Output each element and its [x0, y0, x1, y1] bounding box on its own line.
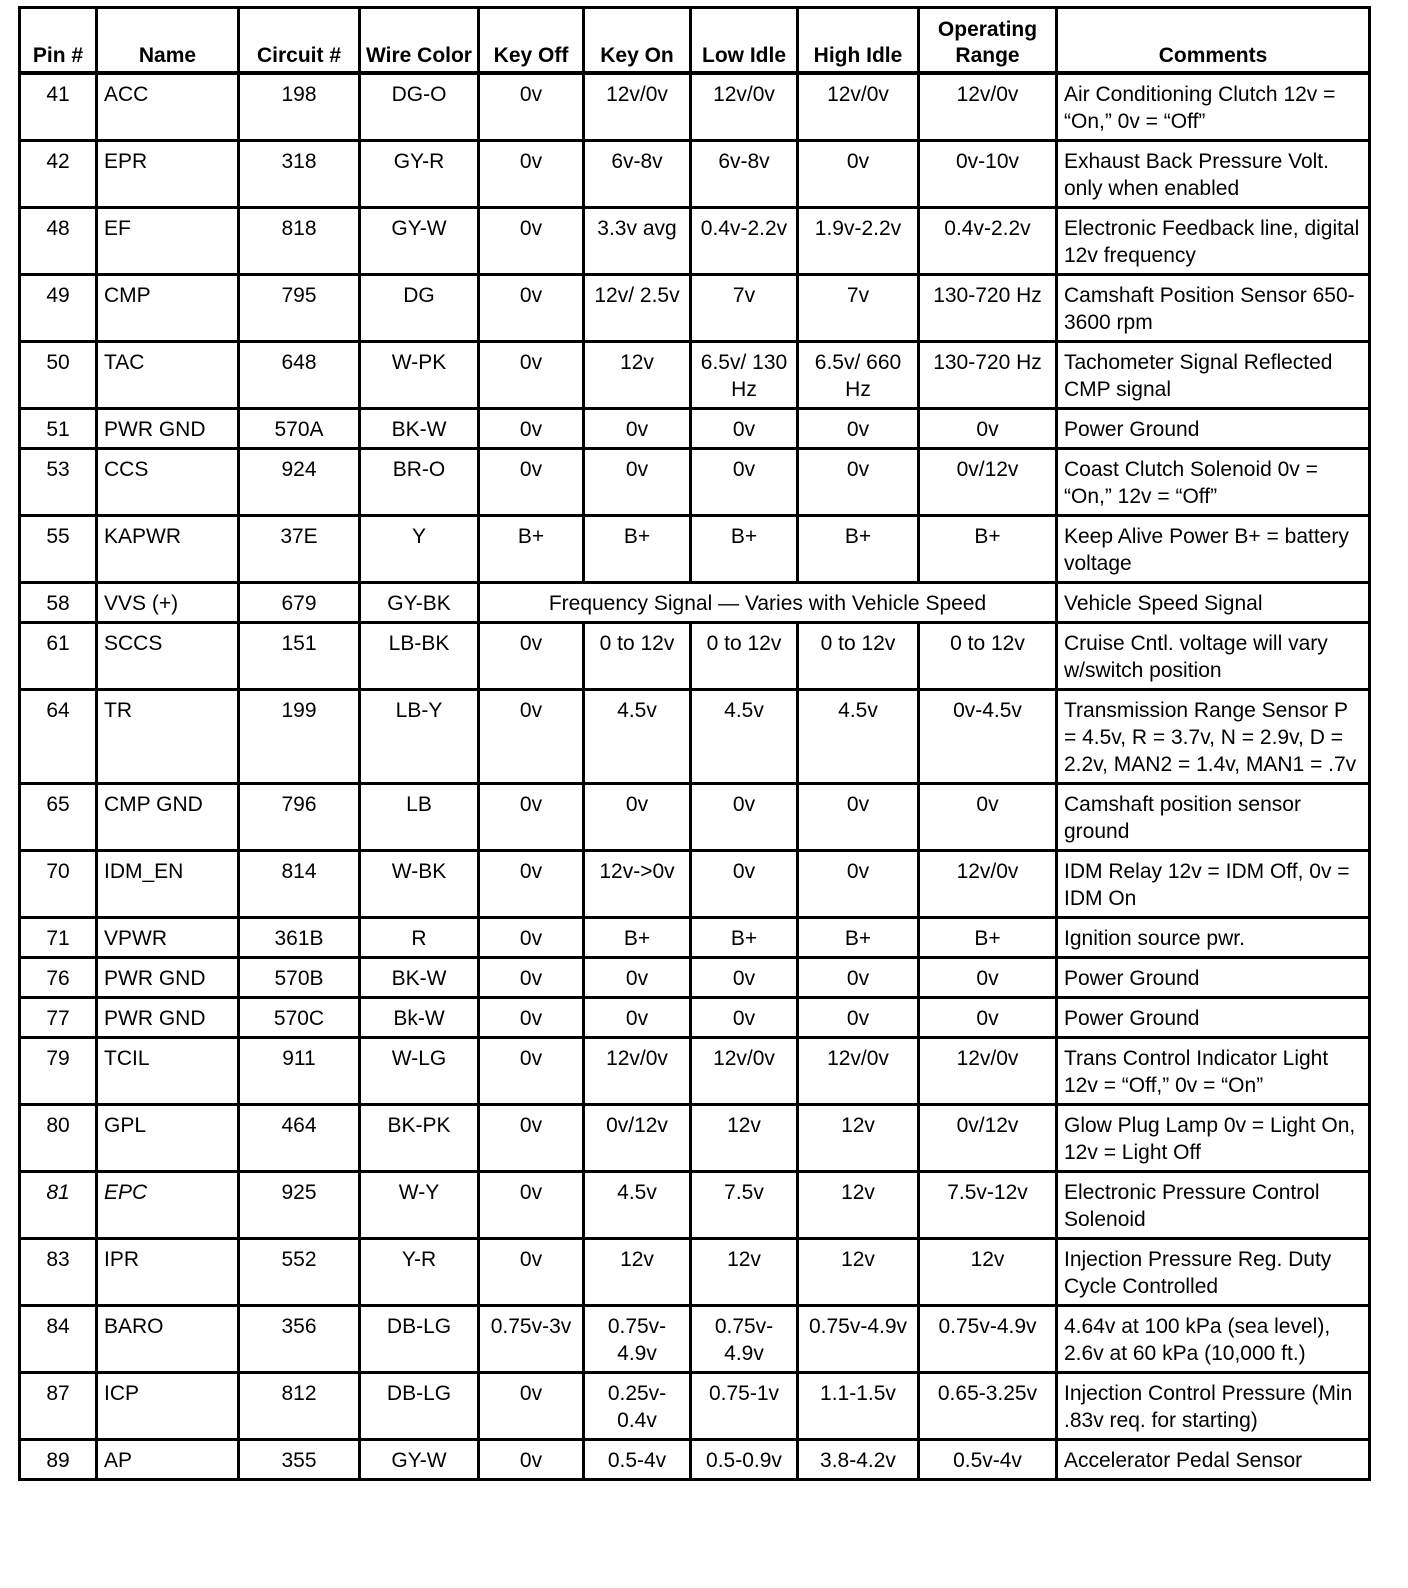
comments-cell: Camshaft position sensor ground	[1057, 784, 1370, 851]
name-cell: VVS (+)	[97, 583, 239, 623]
high-idle-cell: 12v	[798, 1105, 919, 1172]
operating-range-cell: 130-720 Hz	[919, 342, 1057, 409]
low-idle-cell: 0v	[691, 958, 798, 998]
low-idle-cell: 0.75-1v	[691, 1373, 798, 1440]
key-on-cell: 0.5-4v	[584, 1440, 691, 1480]
operating-range-cell: 0.75v-4.9v	[919, 1306, 1057, 1373]
header-pin: Pin #	[20, 8, 97, 74]
circuit-cell: 796	[239, 784, 360, 851]
operating-range-cell: 0v-10v	[919, 141, 1057, 208]
comments-cell: Tachometer Signal Reflected CMP signal	[1057, 342, 1370, 409]
pin-cell: 89	[20, 1440, 97, 1480]
key-off-cell: 0v	[479, 784, 584, 851]
high-idle-cell: 12v	[798, 1239, 919, 1306]
high-idle-cell: 0v	[798, 851, 919, 918]
circuit-cell: 570B	[239, 958, 360, 998]
pin-cell: 55	[20, 516, 97, 583]
key-on-cell: 0.75v-4.9v	[584, 1306, 691, 1373]
key-on-cell: 12v->0v	[584, 851, 691, 918]
key-off-cell: 0v	[479, 918, 584, 958]
header-low-idle: Low Idle	[691, 8, 798, 74]
key-off-cell: 0v	[479, 1239, 584, 1306]
pin-cell: 80	[20, 1105, 97, 1172]
key-off-cell: 0.75v-3v	[479, 1306, 584, 1373]
name-cell: AP	[97, 1440, 239, 1480]
circuit-cell: 198	[239, 73, 360, 141]
high-idle-cell: 7v	[798, 275, 919, 342]
table-row	[20, 958, 1370, 998]
key-off-cell: 0v	[479, 449, 584, 516]
key-off-cell: 0v	[479, 623, 584, 690]
key-on-cell: B+	[584, 516, 691, 583]
high-idle-cell: 1.9v-2.2v	[798, 208, 919, 275]
pin-cell: 61	[20, 623, 97, 690]
frequency-signal-span-cell: Frequency Signal — Varies with Vehicle Speed	[479, 583, 1057, 623]
pin-cell: 81	[20, 1172, 97, 1239]
key-off-cell: 0v	[479, 958, 584, 998]
table-row	[20, 998, 1370, 1038]
high-idle-cell: 12v	[798, 1172, 919, 1239]
pin-cell: 70	[20, 851, 97, 918]
table-row	[20, 690, 1370, 784]
key-off-cell: 0v	[479, 208, 584, 275]
low-idle-cell: 0.5-0.9v	[691, 1440, 798, 1480]
operating-range-cell: 0v	[919, 409, 1057, 449]
high-idle-cell: 0v	[798, 141, 919, 208]
operating-range-cell: 130-720 Hz	[919, 275, 1057, 342]
high-idle-cell: 6.5v/ 660 Hz	[798, 342, 919, 409]
low-idle-cell: 4.5v	[691, 690, 798, 784]
low-idle-cell: 0v	[691, 851, 798, 918]
circuit-cell: 361B	[239, 918, 360, 958]
low-idle-cell: 12v	[691, 1105, 798, 1172]
circuit-cell: 648	[239, 342, 360, 409]
table-row	[20, 851, 1370, 918]
circuit-cell: 818	[239, 208, 360, 275]
pin-cell: 42	[20, 141, 97, 208]
high-idle-cell: 0v	[798, 784, 919, 851]
comments-cell: IDM Relay 12v = IDM Off, 0v = IDM On	[1057, 851, 1370, 918]
table-row	[20, 516, 1370, 583]
wire-color-cell: Y	[360, 516, 479, 583]
pin-voltage-table	[18, 6, 1371, 1481]
operating-range-cell: 0v	[919, 998, 1057, 1038]
wire-color-cell: W-PK	[360, 342, 479, 409]
low-idle-cell: 0 to 12v	[691, 623, 798, 690]
key-on-cell: 6v-8v	[584, 141, 691, 208]
name-cell: IPR	[97, 1239, 239, 1306]
circuit-cell: 318	[239, 141, 360, 208]
table-row	[20, 409, 1370, 449]
high-idle-cell: 0v	[798, 409, 919, 449]
key-on-cell: 0v	[584, 998, 691, 1038]
wire-color-cell: BK-W	[360, 958, 479, 998]
name-cell: ICP	[97, 1373, 239, 1440]
high-idle-cell: 12v/0v	[798, 1038, 919, 1105]
header-row	[20, 8, 1370, 74]
pin-cell: 76	[20, 958, 97, 998]
operating-range-cell: B+	[919, 918, 1057, 958]
pin-cell: 41	[20, 73, 97, 141]
comments-cell: Electronic Feedback line, digital 12v frequency	[1057, 208, 1370, 275]
header-circuit: Circuit #	[239, 8, 360, 74]
name-cell: TR	[97, 690, 239, 784]
comments-cell: Air Conditioning Clutch 12v = “On,” 0v = “Off”	[1057, 73, 1370, 141]
comments-cell: Exhaust Back Pressure Volt. only when enabled	[1057, 141, 1370, 208]
comments-cell: 4.64v at 100 kPa (sea level), 2.6v at 60 kPa (10,000 ft.)	[1057, 1306, 1370, 1373]
wire-color-cell: GY-W	[360, 208, 479, 275]
comments-cell: Injection Control Pressure (Min .83v req. for starting)	[1057, 1373, 1370, 1440]
name-cell: TCIL	[97, 1038, 239, 1105]
high-idle-cell: 0v	[798, 998, 919, 1038]
key-on-cell: 0 to 12v	[584, 623, 691, 690]
name-cell: IDM_EN	[97, 851, 239, 918]
comments-cell: Power Ground	[1057, 958, 1370, 998]
pin-cell: 64	[20, 690, 97, 784]
key-on-cell: 0.25v-0.4v	[584, 1373, 691, 1440]
low-idle-cell: 12v	[691, 1239, 798, 1306]
table-row	[20, 1440, 1370, 1480]
circuit-cell: 355	[239, 1440, 360, 1480]
low-idle-cell: 0v	[691, 784, 798, 851]
operating-range-cell: 0.4v-2.2v	[919, 208, 1057, 275]
key-off-cell: 0v	[479, 275, 584, 342]
circuit-cell: 795	[239, 275, 360, 342]
name-cell: PWR GND	[97, 958, 239, 998]
key-on-cell: 0v	[584, 409, 691, 449]
key-on-cell: 4.5v	[584, 690, 691, 784]
header-key-off: Key Off	[479, 8, 584, 74]
circuit-cell: 924	[239, 449, 360, 516]
low-idle-cell: 12v/0v	[691, 73, 798, 141]
low-idle-cell: 6.5v/ 130 Hz	[691, 342, 798, 409]
comments-cell: Glow Plug Lamp 0v = Light On, 12v = Light Off	[1057, 1105, 1370, 1172]
comments-cell: Power Ground	[1057, 998, 1370, 1038]
pin-cell: 51	[20, 409, 97, 449]
circuit-cell: 570C	[239, 998, 360, 1038]
key-on-cell: 12v	[584, 1239, 691, 1306]
key-on-cell: 0v	[584, 958, 691, 998]
key-off-cell: 0v	[479, 1172, 584, 1239]
circuit-cell: 679	[239, 583, 360, 623]
circuit-cell: 814	[239, 851, 360, 918]
name-cell: PWR GND	[97, 409, 239, 449]
table-row	[20, 208, 1370, 275]
key-off-cell: 0v	[479, 1038, 584, 1105]
table-row	[20, 1172, 1370, 1239]
wire-color-cell: DB-LG	[360, 1373, 479, 1440]
comments-cell: Keep Alive Power B+ = battery voltage	[1057, 516, 1370, 583]
circuit-cell: 151	[239, 623, 360, 690]
key-on-cell: 4.5v	[584, 1172, 691, 1239]
name-cell: TAC	[97, 342, 239, 409]
low-idle-cell: 7v	[691, 275, 798, 342]
name-cell: EF	[97, 208, 239, 275]
key-off-cell: 0v	[479, 73, 584, 141]
high-idle-cell: 12v/0v	[798, 73, 919, 141]
wire-color-cell: DG-O	[360, 73, 479, 141]
low-idle-cell: B+	[691, 516, 798, 583]
wire-color-cell: LB	[360, 784, 479, 851]
wire-color-cell: GY-BK	[360, 583, 479, 623]
circuit-cell: 464	[239, 1105, 360, 1172]
pin-cell: 50	[20, 342, 97, 409]
header-wire-color: Wire Color	[360, 8, 479, 74]
low-idle-cell: 6v-8v	[691, 141, 798, 208]
name-cell: ACC	[97, 73, 239, 141]
key-off-cell: B+	[479, 516, 584, 583]
name-cell: BARO	[97, 1306, 239, 1373]
operating-range-cell: 7.5v-12v	[919, 1172, 1057, 1239]
key-on-cell: 12v/ 2.5v	[584, 275, 691, 342]
key-on-cell: 0v	[584, 449, 691, 516]
name-cell: EPR	[97, 141, 239, 208]
table-row	[20, 141, 1370, 208]
header-operating-range: Operating Range	[919, 8, 1057, 74]
pin-cell: 49	[20, 275, 97, 342]
operating-range-cell: B+	[919, 516, 1057, 583]
comments-cell: Trans Control Indicator Light 12v = “Off,” 0v = “On”	[1057, 1038, 1370, 1105]
high-idle-cell: B+	[798, 918, 919, 958]
table-row	[20, 1105, 1370, 1172]
wire-color-cell: Y-R	[360, 1239, 479, 1306]
table-row	[20, 1038, 1370, 1105]
comments-cell: Coast Clutch Solenoid 0v = “On,” 12v = “Off”	[1057, 449, 1370, 516]
comments-cell: Accelerator Pedal Sensor	[1057, 1440, 1370, 1480]
header-name: Name	[97, 8, 239, 74]
header-high-idle: High Idle	[798, 8, 919, 74]
table-row	[20, 583, 1370, 623]
name-cell: VPWR	[97, 918, 239, 958]
high-idle-cell: 0v	[798, 449, 919, 516]
high-idle-cell: 3.8-4.2v	[798, 1440, 919, 1480]
key-off-cell: 0v	[479, 141, 584, 208]
circuit-cell: 356	[239, 1306, 360, 1373]
low-idle-cell: 0v	[691, 998, 798, 1038]
circuit-cell: 911	[239, 1038, 360, 1105]
high-idle-cell: 0v	[798, 958, 919, 998]
wire-color-cell: DG	[360, 275, 479, 342]
operating-range-cell: 12v/0v	[919, 1038, 1057, 1105]
pin-cell: 58	[20, 583, 97, 623]
comments-cell: Transmission Range Sensor P = 4.5v, R = 3.7v, N = 2.9v, D = 2.2v, MAN2 = 1.4v, MAN1 = .7v	[1057, 690, 1370, 784]
operating-range-cell: 0v/12v	[919, 449, 1057, 516]
wire-color-cell: Bk-W	[360, 998, 479, 1038]
pin-cell: 65	[20, 784, 97, 851]
table-row	[20, 1306, 1370, 1373]
wire-color-cell: W-LG	[360, 1038, 479, 1105]
comments-cell: Injection Pressure Reg. Duty Cycle Controlled	[1057, 1239, 1370, 1306]
comments-cell: Power Ground	[1057, 409, 1370, 449]
key-on-cell: 12v/0v	[584, 1038, 691, 1105]
comments-cell: Cruise Cntl. voltage will vary w/switch position	[1057, 623, 1370, 690]
low-idle-cell: 0v	[691, 449, 798, 516]
key-off-cell: 0v	[479, 851, 584, 918]
key-on-cell: 12v/0v	[584, 73, 691, 141]
operating-range-cell: 0v	[919, 958, 1057, 998]
pin-cell: 53	[20, 449, 97, 516]
key-on-cell: B+	[584, 918, 691, 958]
table-row	[20, 623, 1370, 690]
circuit-cell: 925	[239, 1172, 360, 1239]
pin-cell: 79	[20, 1038, 97, 1105]
wire-color-cell: BK-PK	[360, 1105, 479, 1172]
wire-color-cell: DB-LG	[360, 1306, 479, 1373]
low-idle-cell: B+	[691, 918, 798, 958]
name-cell: GPL	[97, 1105, 239, 1172]
operating-range-cell: 12v/0v	[919, 851, 1057, 918]
table-row	[20, 918, 1370, 958]
pin-cell: 48	[20, 208, 97, 275]
key-off-cell: 0v	[479, 409, 584, 449]
key-on-cell: 0v/12v	[584, 1105, 691, 1172]
key-on-cell: 3.3v avg	[584, 208, 691, 275]
key-on-cell: 12v	[584, 342, 691, 409]
wire-color-cell: BK-W	[360, 409, 479, 449]
header-comments: Comments	[1057, 8, 1370, 74]
key-off-cell: 0v	[479, 998, 584, 1038]
name-cell: EPC	[97, 1172, 239, 1239]
key-off-cell: 0v	[479, 1440, 584, 1480]
pin-cell: 84	[20, 1306, 97, 1373]
operating-range-cell: 0 to 12v	[919, 623, 1057, 690]
key-off-cell: 0v	[479, 1373, 584, 1440]
operating-range-cell: 12v	[919, 1239, 1057, 1306]
operating-range-cell: 0.65-3.25v	[919, 1373, 1057, 1440]
high-idle-cell: 4.5v	[798, 690, 919, 784]
high-idle-cell: B+	[798, 516, 919, 583]
table-row	[20, 1239, 1370, 1306]
pin-cell: 83	[20, 1239, 97, 1306]
wire-color-cell: W-Y	[360, 1172, 479, 1239]
comments-cell: Ignition source pwr.	[1057, 918, 1370, 958]
name-cell: CCS	[97, 449, 239, 516]
name-cell: PWR GND	[97, 998, 239, 1038]
operating-range-cell: 0.5v-4v	[919, 1440, 1057, 1480]
pin-cell: 87	[20, 1373, 97, 1440]
high-idle-cell: 0.75v-4.9v	[798, 1306, 919, 1373]
high-idle-cell: 0 to 12v	[798, 623, 919, 690]
table-row	[20, 449, 1370, 516]
name-cell: CMP	[97, 275, 239, 342]
key-off-cell: 0v	[479, 1105, 584, 1172]
circuit-cell: 37E	[239, 516, 360, 583]
table-row	[20, 784, 1370, 851]
table-body	[20, 73, 1370, 1480]
operating-range-cell: 0v/12v	[919, 1105, 1057, 1172]
operating-range-cell: 12v/0v	[919, 73, 1057, 141]
wire-color-cell: LB-Y	[360, 690, 479, 784]
circuit-cell: 570A	[239, 409, 360, 449]
name-cell: KAPWR	[97, 516, 239, 583]
name-cell: CMP GND	[97, 784, 239, 851]
comments-cell: Camshaft Position Sensor 650-3600 rpm	[1057, 275, 1370, 342]
pin-cell: 71	[20, 918, 97, 958]
wire-color-cell: LB-BK	[360, 623, 479, 690]
key-off-cell: 0v	[479, 690, 584, 784]
table-row	[20, 342, 1370, 409]
high-idle-cell: 1.1-1.5v	[798, 1373, 919, 1440]
low-idle-cell: 7.5v	[691, 1172, 798, 1239]
wire-color-cell: W-BK	[360, 851, 479, 918]
circuit-cell: 199	[239, 690, 360, 784]
key-off-cell: 0v	[479, 342, 584, 409]
table-row	[20, 275, 1370, 342]
low-idle-cell: 12v/0v	[691, 1038, 798, 1105]
low-idle-cell: 0.75v-4.9v	[691, 1306, 798, 1373]
operating-range-cell: 0v-4.5v	[919, 690, 1057, 784]
comments-cell: Electronic Pressure Control Solenoid	[1057, 1172, 1370, 1239]
low-idle-cell: 0v	[691, 409, 798, 449]
name-cell: SCCS	[97, 623, 239, 690]
table-row	[20, 73, 1370, 141]
wire-color-cell: R	[360, 918, 479, 958]
table-row	[20, 1373, 1370, 1440]
pin-cell: 77	[20, 998, 97, 1038]
comments-cell: Vehicle Speed Signal	[1057, 583, 1370, 623]
header-key-on: Key On	[584, 8, 691, 74]
wire-color-cell: GY-R	[360, 141, 479, 208]
circuit-cell: 552	[239, 1239, 360, 1306]
wire-color-cell: GY-W	[360, 1440, 479, 1480]
key-on-cell: 0v	[584, 784, 691, 851]
circuit-cell: 812	[239, 1373, 360, 1440]
wire-color-cell: BR-O	[360, 449, 479, 516]
operating-range-cell: 0v	[919, 784, 1057, 851]
low-idle-cell: 0.4v-2.2v	[691, 208, 798, 275]
